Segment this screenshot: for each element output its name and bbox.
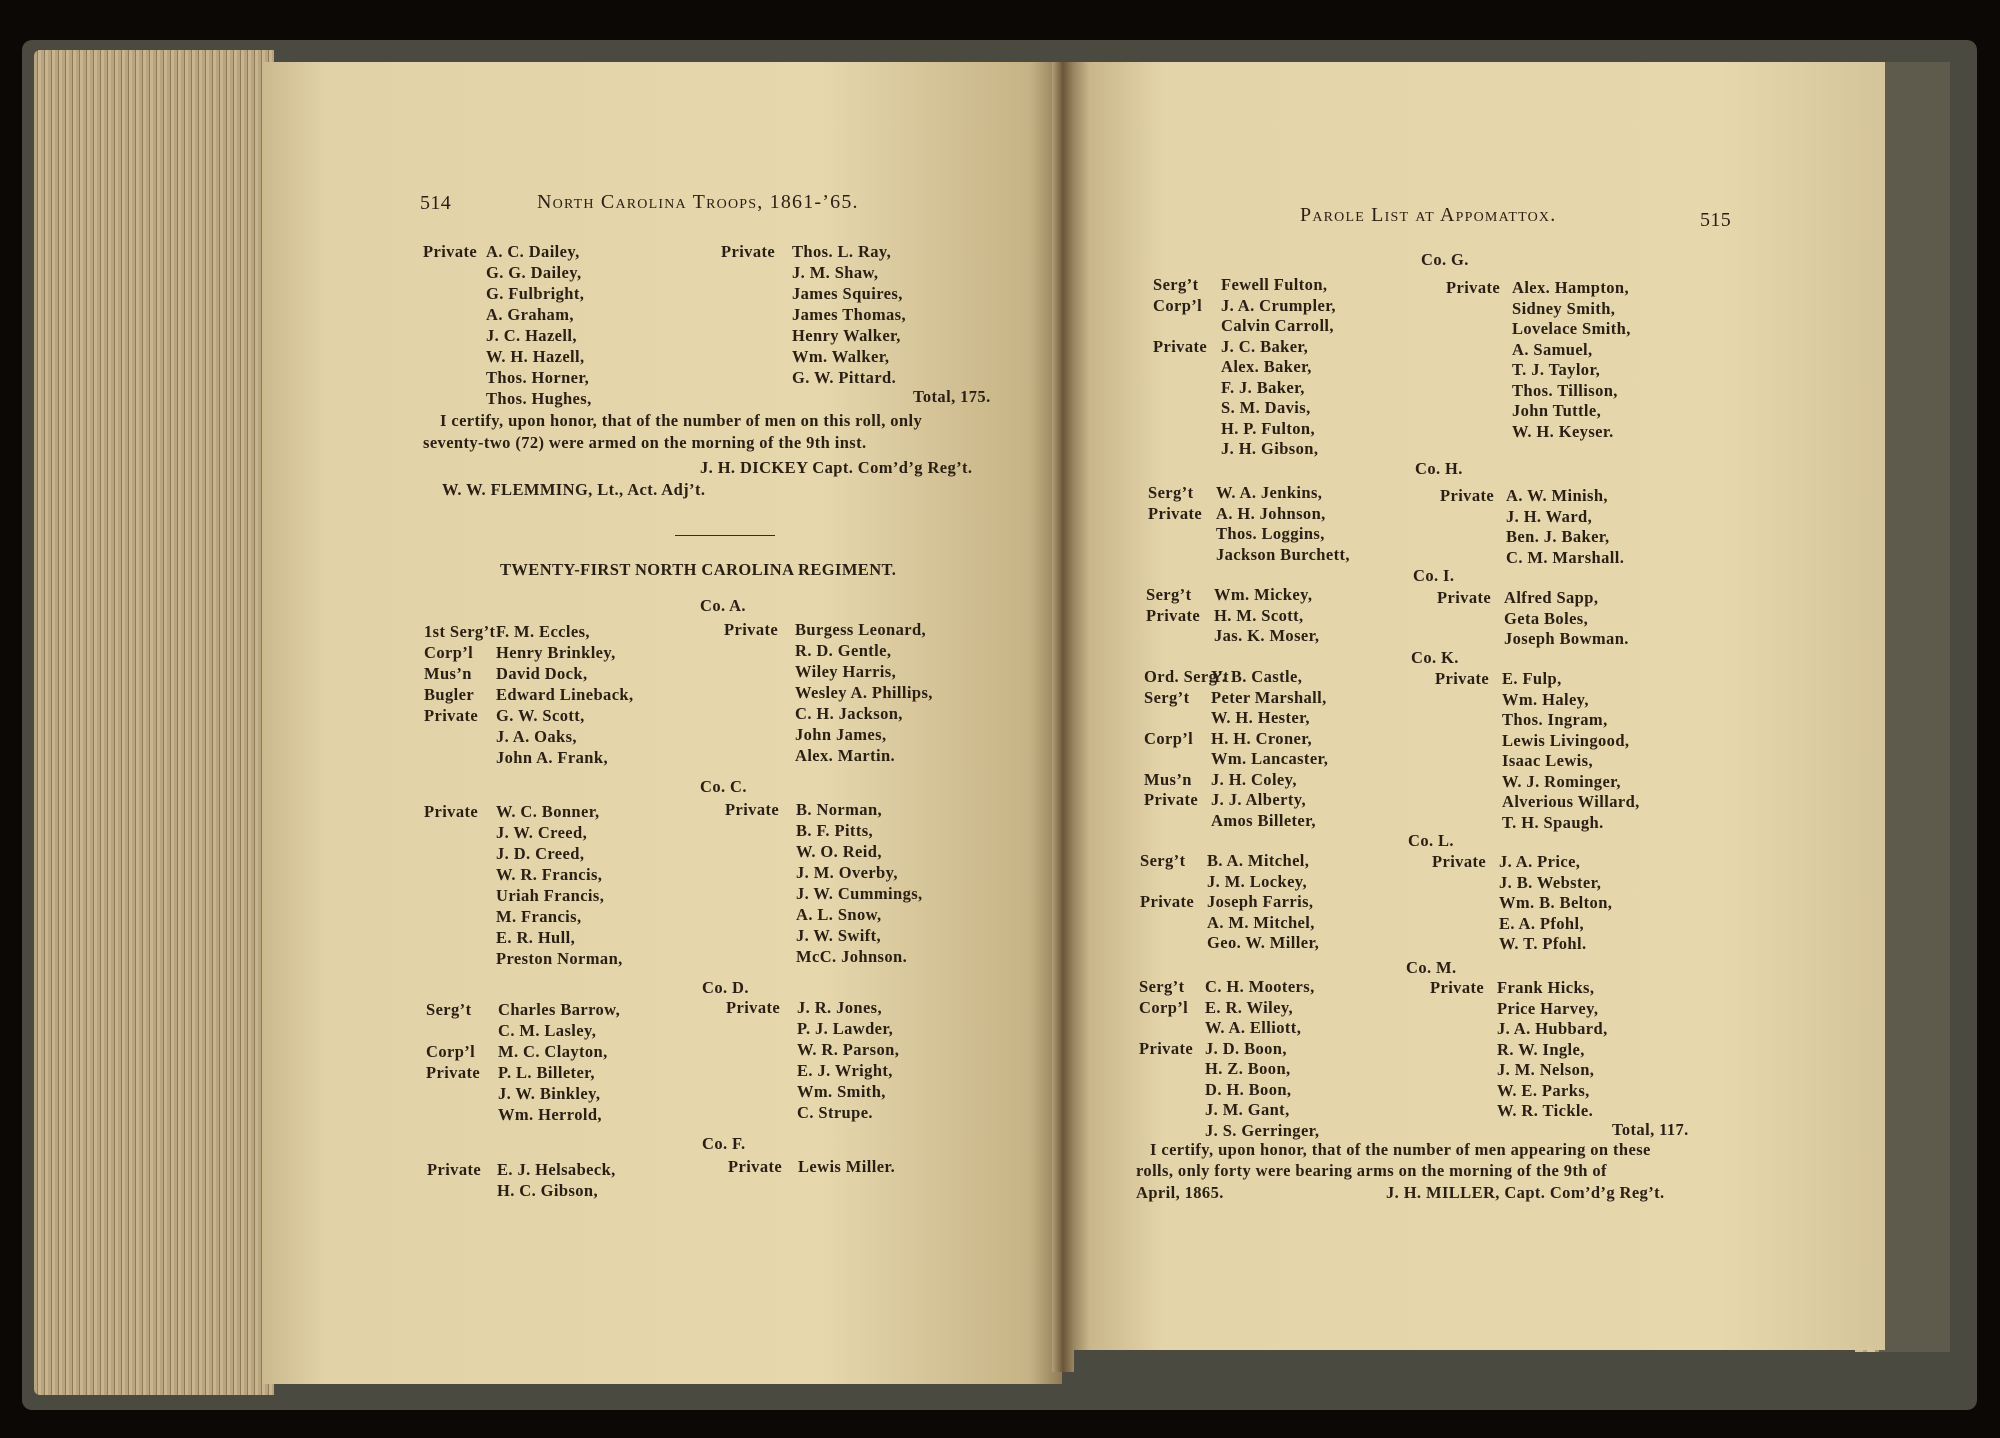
r6-soldier-name: D. H. Boon, [1205, 1080, 1292, 1099]
co-c-col1-soldier-name: J. D. Creed, [496, 844, 585, 863]
r4-soldier-name: Y. B. Castle, [1211, 667, 1303, 686]
co-d-col1-soldier-name: Charles Barrow, [498, 1000, 621, 1019]
r1-rank: Private [1153, 337, 1208, 356]
r1-soldier-name: F. J. Baker, [1221, 378, 1305, 397]
co-m-soldier-name: W. E. Parks, [1497, 1081, 1590, 1100]
co-d-col1-soldier-name: M. C. Clayton, [498, 1042, 608, 1061]
co-f-col1-rank: Private [427, 1160, 482, 1179]
co-i-label: Co. I. [1413, 566, 1455, 585]
left-certify-line1: I certify, upon honor, that of the number of men on this roll, only [440, 411, 923, 430]
co-d-col2-soldier-name: E. J. Wright, [797, 1061, 893, 1080]
r1-soldier-name: H. P. Fulton, [1221, 419, 1315, 438]
left-signature-captain: J. H. DICKEY Capt. Com’d’g Reg’t. [700, 458, 973, 477]
co-a-col2-soldier-name: R. D. Gentle, [795, 641, 892, 660]
co-k-rank: Private [1435, 669, 1490, 688]
right-total: Total, 117. [1612, 1120, 1689, 1139]
r3-rank: Serg’t [1146, 585, 1192, 604]
co-l-label: Co. L. [1408, 831, 1454, 850]
co-a-col2-soldier-name: Alex. Martin. [795, 746, 896, 765]
r6-rank: Private [1139, 1039, 1194, 1058]
r4-rank: Mus’n [1144, 770, 1192, 789]
co-c-col1-soldier-name: E. R. Hull, [496, 928, 576, 947]
left-page-number: 514 [420, 192, 452, 214]
co-g-soldier-name: Alex. Hampton, [1512, 278, 1629, 297]
co-a-col1-soldier-name: J. A. Oaks, [496, 727, 577, 746]
co-m-soldier-name: J. A. Hubbard, [1497, 1019, 1608, 1038]
co-l-soldier-name: J. B. Webster, [1499, 873, 1602, 892]
co-c-col1-soldier-name: Preston Norman, [496, 949, 623, 968]
right-certify-line2: rolls, only forty were bearing arms on the morning of the 9th of [1136, 1161, 1607, 1180]
co-a-col1-rank: Corp’l [424, 643, 474, 662]
r6-soldier-name: H. Z. Boon, [1205, 1059, 1291, 1078]
co-i-soldier-name: Alfred Sapp, [1504, 588, 1599, 607]
co-g-soldier-name: T. J. Taylor, [1512, 360, 1601, 379]
regiment-title: TWENTY-FIRST NORTH CAROLINA REGIMENT. [500, 560, 897, 579]
r3-rank: Private [1146, 606, 1201, 625]
co-h-soldier-name: A. W. Minish, [1506, 486, 1608, 505]
co-c-col1-soldier-name: M. Francis, [496, 907, 582, 926]
cont-col2-soldier-name: Wm. Walker, [792, 347, 890, 366]
cont-col2-soldier-name: J. M. Shaw, [792, 263, 879, 282]
cont-col1-soldier-name: G. G. Dailey, [486, 263, 582, 282]
r4-rank: Corp’l [1144, 729, 1194, 748]
co-h-soldier-name: Ben. J. Baker, [1506, 527, 1610, 546]
left-total: Total, 175. [913, 387, 991, 406]
cont-col2-soldier-name: Thos. L. Ray, [792, 242, 892, 261]
right-running-head: Parole List at Appomattox. [1300, 204, 1557, 226]
co-m-label: Co. M. [1406, 958, 1457, 977]
co-c-col2-soldier-name: A. L. Snow, [796, 905, 882, 924]
co-k-soldier-name: Thos. Ingram, [1502, 710, 1608, 729]
co-c-col1-rank: Private [424, 802, 479, 821]
left-running-head: North Carolina Troops, 1861-’65. [537, 191, 859, 213]
cont-col1-soldier-name: G. Fulbright, [486, 284, 585, 303]
co-d-col2-soldier-name: Wm. Smith, [797, 1082, 886, 1101]
r5-soldier-name: Joseph Farris, [1207, 892, 1314, 911]
left-signature-adjutant: W. W. FLEMMING, Lt., Act. Adj’t. [442, 480, 706, 499]
co-g-soldier-name: Lovelace Smith, [1512, 319, 1631, 338]
co-a-col1-soldier-name: F. M. Eccles, [496, 622, 590, 641]
cont-col2-soldier-name: James Thomas, [792, 305, 906, 324]
co-k-soldier-name: Alverious Willard, [1502, 792, 1640, 811]
co-g-soldier-name: Sidney Smith, [1512, 299, 1616, 318]
r1-soldier-name: S. M. Davis, [1221, 398, 1311, 417]
book-gutter [1052, 62, 1074, 1372]
co-m-soldier-name: R. W. Ingle, [1497, 1040, 1585, 1059]
co-d-col2-soldier-name: C. Strupe. [797, 1103, 873, 1122]
co-a-col1-soldier-name: John A. Frank, [496, 748, 608, 767]
r4-soldier-name: J. J. Alberty, [1211, 790, 1306, 809]
co-k-soldier-name: Isaac Lewis, [1502, 751, 1593, 770]
co-h-label: Co. H. [1415, 459, 1463, 478]
co-m-soldier-name: J. M. Nelson, [1497, 1060, 1595, 1079]
r2-rank: Private [1148, 504, 1203, 523]
r3-soldier-name: Wm. Mickey, [1214, 585, 1313, 604]
r6-soldier-name: W. A. Elliott, [1205, 1018, 1302, 1037]
r4-soldier-name: Amos Billeter, [1211, 811, 1316, 830]
co-d-col2-rank: Private [726, 998, 781, 1017]
co-d-col1-soldier-name: J. W. Binkley, [498, 1084, 601, 1103]
co-g-soldier-name: W. H. Keyser. [1512, 422, 1614, 441]
co-l-soldier-name: E. A. Pfohl, [1499, 914, 1585, 933]
co-m-soldier-name: Price Harvey, [1497, 999, 1599, 1018]
co-a-col1-rank: Bugler [424, 685, 475, 704]
r4-soldier-name: Peter Marshall, [1211, 688, 1327, 707]
co-c-col2-rank: Private [725, 800, 780, 819]
co-d-col1-soldier-name: C. M. Lasley, [498, 1021, 597, 1040]
co-k-soldier-name: Wm. Haley, [1502, 690, 1589, 709]
r2-rank: Serg’t [1148, 483, 1194, 502]
co-g-label: Co. G. [1421, 250, 1469, 269]
co-g-soldier-name: A. Samuel, [1512, 340, 1593, 359]
r5-soldier-name: A. M. Mitchel, [1207, 913, 1315, 932]
co-a-col1-soldier-name: David Dock, [496, 664, 588, 683]
cont-col1-soldier-name: Thos. Hughes, [486, 389, 592, 408]
cont-col1-soldier-name: A. C. Dailey, [486, 242, 580, 261]
r4-soldier-name: J. H. Coley, [1211, 770, 1297, 789]
section-divider [675, 535, 775, 536]
r2-soldier-name: A. H. Johnson, [1216, 504, 1326, 523]
co-a-col2-soldier-name: C. H. Jackson, [795, 704, 903, 723]
cont-col1-soldier-name: Thos. Horner, [486, 368, 590, 387]
co-c-label: Co. C. [700, 777, 747, 796]
r5-soldier-name: Geo. W. Miller, [1207, 933, 1320, 952]
co-c-col2-soldier-name: J. M. Overby, [796, 863, 898, 882]
co-a-col2-rank: Private [724, 620, 779, 639]
co-d-col1-soldier-name: P. L. Billeter, [498, 1063, 595, 1082]
co-d-col2-soldier-name: J. R. Jones, [797, 998, 883, 1017]
co-i-soldier-name: Geta Boles, [1504, 609, 1589, 628]
r4-rank: Ord. Serg’t [1144, 667, 1230, 686]
co-d-col1-rank: Private [426, 1063, 481, 1082]
cont-col1-soldier-name: A. Graham, [486, 305, 574, 324]
co-f-label: Co. F. [702, 1134, 746, 1153]
cont-col2-soldier-name: G. W. Pittard. [792, 368, 897, 387]
r4-rank: Private [1144, 790, 1199, 809]
r1-soldier-name: Fewell Fulton, [1221, 275, 1328, 294]
right-certify-line1: I certify, upon honor, that of the number of men appearing on these [1150, 1140, 1651, 1159]
co-k-label: Co. K. [1411, 648, 1459, 667]
r1-rank: Corp’l [1153, 296, 1203, 315]
co-k-soldier-name: E. Fulp, [1502, 669, 1562, 688]
co-c-col1-soldier-name: J. W. Creed, [496, 823, 588, 842]
co-l-soldier-name: Wm. B. Belton, [1499, 893, 1613, 912]
right-certify-date: April, 1865. [1136, 1183, 1224, 1202]
co-l-soldier-name: J. A. Price, [1499, 852, 1581, 871]
co-a-col1-soldier-name: Edward Lineback, [496, 685, 634, 704]
r2-soldier-name: Jackson Burchett, [1216, 545, 1350, 564]
co-h-rank: Private [1440, 486, 1495, 505]
co-m-soldier-name: Frank Hicks, [1497, 978, 1595, 997]
r4-soldier-name: W. H. Hester, [1211, 708, 1310, 727]
co-c-col1-soldier-name: W. R. Francis, [496, 865, 603, 884]
r4-soldier-name: Wm. Lancaster, [1211, 749, 1329, 768]
r2-soldier-name: W. A. Jenkins, [1216, 483, 1323, 502]
r6-soldier-name: C. H. Mooters, [1205, 977, 1315, 996]
co-f-col2-rank: Private [728, 1157, 783, 1176]
co-g-soldier-name: Thos. Tillison, [1512, 381, 1618, 400]
co-d-col1-rank: Corp’l [426, 1042, 476, 1061]
right-signature: J. H. MILLER, Capt. Com’d’g Reg’t. [1386, 1183, 1665, 1202]
r1-soldier-name: J. A. Crumpler, [1221, 296, 1336, 315]
co-d-label: Co. D. [702, 978, 749, 997]
co-f-col1-soldier-name: E. J. Helsabeck, [497, 1160, 616, 1179]
r6-soldier-name: J. D. Boon, [1205, 1039, 1287, 1058]
r1-soldier-name: Calvin Carroll, [1221, 316, 1334, 335]
r6-soldier-name: J. S. Gerringer, [1205, 1121, 1320, 1140]
r4-soldier-name: H. H. Croner, [1211, 729, 1312, 748]
right-page-number: 515 [1700, 209, 1732, 231]
co-m-rank: Private [1430, 978, 1485, 997]
co-a-col1-soldier-name: Henry Brinkley, [496, 643, 616, 662]
co-h-soldier-name: C. M. Marshall. [1506, 548, 1625, 567]
co-d-col2-soldier-name: W. R. Parson, [797, 1040, 900, 1059]
cont-col1-soldier-name: J. C. Hazell, [486, 326, 577, 345]
r6-rank: Serg’t [1139, 977, 1185, 996]
co-c-col2-soldier-name: McC. Johnson. [796, 947, 908, 966]
page-edges-left [34, 50, 274, 1395]
r5-rank: Serg’t [1140, 851, 1186, 870]
cont-col2-soldier-name: Henry Walker, [792, 326, 901, 345]
co-i-rank: Private [1437, 588, 1492, 607]
r5-rank: Private [1140, 892, 1195, 911]
co-m-soldier-name: W. R. Tickle. [1497, 1101, 1594, 1120]
co-a-col1-rank: Private [424, 706, 479, 725]
co-f-col2-soldier-name: Lewis Miller. [798, 1157, 896, 1176]
r4-rank: Serg’t [1144, 688, 1190, 707]
r3-soldier-name: H. M. Scott, [1214, 606, 1304, 625]
cont-col2-soldier-name: James Squires, [792, 284, 903, 303]
co-c-col1-soldier-name: W. C. Bonner, [496, 802, 600, 821]
r5-soldier-name: J. M. Lockey, [1207, 872, 1308, 891]
left-certify-line2: seventy-two (72) were armed on the morning of the 9th inst. [423, 433, 867, 452]
co-k-soldier-name: W. J. Rominger, [1502, 772, 1621, 791]
co-h-soldier-name: J. H. Ward, [1506, 507, 1593, 526]
co-a-col1-rank: Mus’n [424, 664, 472, 683]
co-c-col2-soldier-name: J. W. Cummings, [796, 884, 923, 903]
r1-rank: Serg’t [1153, 275, 1199, 294]
co-a-col1-soldier-name: G. W. Scott, [496, 706, 585, 725]
co-c-col2-soldier-name: B. Norman, [796, 800, 883, 819]
cont-col1-soldier-name: W. H. Hazell, [486, 347, 585, 366]
co-i-soldier-name: Joseph Bowman. [1504, 629, 1629, 648]
co-l-rank: Private [1432, 852, 1487, 871]
co-a-col2-soldier-name: Wesley A. Phillips, [795, 683, 933, 702]
r3-soldier-name: Jas. K. Moser, [1214, 626, 1320, 645]
co-g-soldier-name: John Tuttle, [1512, 401, 1602, 420]
r6-rank: Corp’l [1139, 998, 1189, 1017]
co-d-col1-rank: Serg’t [426, 1000, 472, 1019]
r1-soldier-name: Alex. Baker, [1221, 357, 1312, 376]
co-c-col2-soldier-name: J. W. Swift, [796, 926, 882, 945]
co-a-label: Co. A. [700, 596, 746, 615]
r5-soldier-name: B. A. Mitchel, [1207, 851, 1310, 870]
co-c-col2-soldier-name: B. F. Pitts, [796, 821, 874, 840]
co-a-col2-soldier-name: John James, [795, 725, 887, 744]
co-c-col2-soldier-name: W. O. Reid, [796, 842, 882, 861]
cont-col2-rank: Private [721, 242, 776, 261]
co-a-col2-soldier-name: Wiley Harris, [795, 662, 897, 681]
left-page [262, 62, 1062, 1384]
co-g-rank: Private [1446, 278, 1501, 297]
co-k-soldier-name: Lewis Livingood, [1502, 731, 1630, 750]
cont-col1-rank: Private [423, 242, 478, 261]
co-d-col1-soldier-name: Wm. Herrold, [498, 1105, 602, 1124]
r1-soldier-name: J. H. Gibson, [1221, 439, 1319, 458]
co-c-col1-soldier-name: Uriah Francis, [496, 886, 605, 905]
co-a-col2-soldier-name: Burgess Leonard, [795, 620, 927, 639]
co-f-col1-soldier-name: H. C. Gibson, [497, 1181, 599, 1200]
co-l-soldier-name: W. T. Pfohl. [1499, 934, 1587, 953]
co-a-col1-rank: 1st Serg’t [424, 622, 496, 641]
r6-soldier-name: E. R. Wiley, [1205, 998, 1294, 1017]
r1-soldier-name: J. C. Baker, [1221, 337, 1309, 356]
co-d-col2-soldier-name: P. J. Lawder, [797, 1019, 894, 1038]
co-k-soldier-name: T. H. Spaugh. [1502, 813, 1604, 832]
r2-soldier-name: Thos. Loggins, [1216, 524, 1325, 543]
r6-soldier-name: J. M. Gant, [1205, 1100, 1290, 1119]
